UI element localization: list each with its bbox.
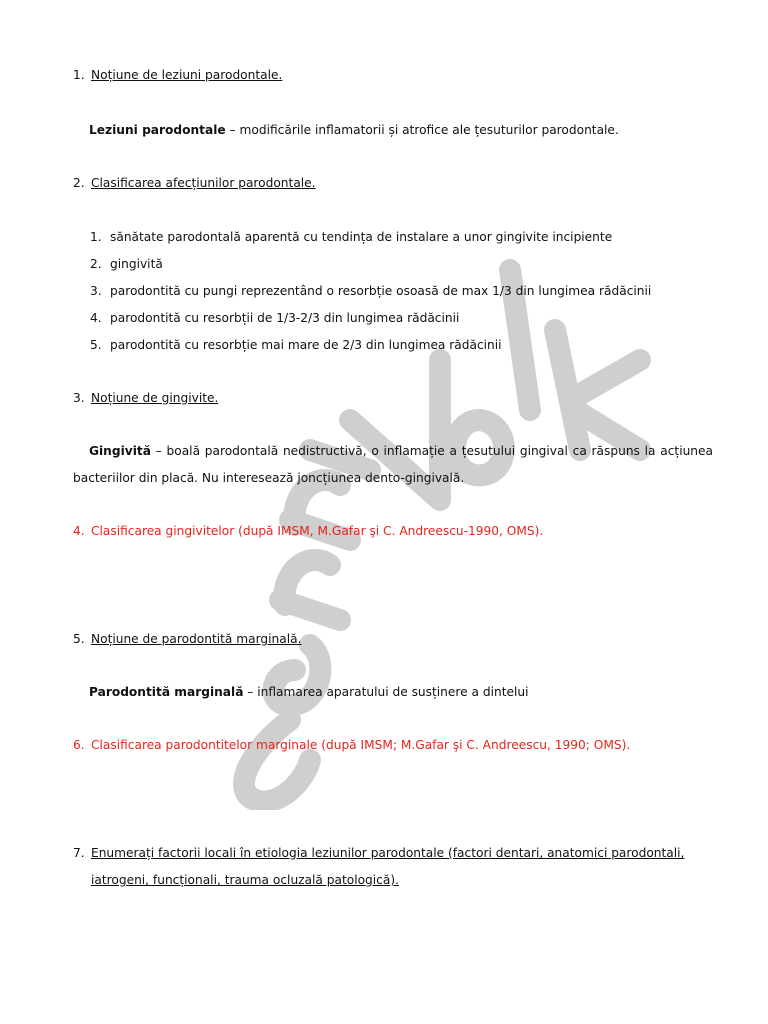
section-6-number: 6. bbox=[73, 738, 85, 752]
list-item bbox=[90, 338, 768, 352]
section-5-number: 5. bbox=[73, 632, 85, 646]
definition-term: Gingivită bbox=[89, 444, 151, 458]
section-3-heading bbox=[73, 391, 768, 405]
list-item bbox=[90, 230, 768, 244]
section-6-heading bbox=[73, 738, 768, 752]
section-2-title: Clasificarea afecțiunilor parodontale. bbox=[91, 176, 316, 190]
definition-term: Leziuni parodontale bbox=[89, 123, 226, 137]
section-3-number: 3. bbox=[73, 391, 85, 405]
section-4-number: 4. bbox=[73, 524, 85, 538]
definition-gingivita bbox=[73, 438, 713, 492]
section-7-number: 7. bbox=[73, 846, 85, 860]
list-item-number: 5. bbox=[90, 338, 102, 352]
watermark-letter-c bbox=[244, 720, 310, 801]
section-1-number: 1. bbox=[73, 68, 85, 82]
list-item bbox=[90, 311, 768, 325]
section-5-heading bbox=[73, 632, 768, 646]
definition-parodontita-marginala bbox=[89, 685, 768, 699]
definition-leziuni-parodontale bbox=[89, 123, 768, 137]
list-item bbox=[90, 284, 768, 298]
list-item bbox=[90, 257, 768, 271]
list-item-number: 1. bbox=[90, 230, 102, 244]
section-4-heading bbox=[73, 524, 768, 538]
section-3-title: Noțiune de gingivite. bbox=[91, 391, 219, 405]
list-item-text: parodontită cu pungi reprezentând o resorbție osoasă de max 1/3 din lungimea rădăcinii bbox=[110, 284, 652, 298]
section-1-heading bbox=[73, 68, 768, 82]
list-item-number: 2. bbox=[90, 257, 102, 271]
section-7-title-line-1: Enumerați factorii locali în etiologia leziunilor parodontale (factori dentari, anatomici parodontali, bbox=[91, 846, 685, 860]
definition-text: – inflamarea aparatului de susținere a dintelui bbox=[243, 685, 529, 699]
definition-term: Parodontită marginală bbox=[89, 685, 244, 699]
section-2-heading bbox=[73, 176, 768, 190]
list-item-number: 4. bbox=[90, 311, 102, 325]
section-6-title: Clasificarea parodontitelor marginale (după IMSM; M.Gafar şi C. Andreescu, 1990; OMS). bbox=[91, 738, 631, 752]
section-5-title: Noțiune de parodontită marginală. bbox=[91, 632, 302, 646]
definition-text: – modificările inflamatorii și atrofice ale țesuturilor parodontale. bbox=[225, 123, 619, 137]
list-item-text: gingivită bbox=[110, 257, 163, 271]
watermark-letter-r1 bbox=[280, 560, 340, 620]
section-1-title: Noțiune de leziuni parodontale. bbox=[91, 68, 283, 82]
list-item-number: 3. bbox=[90, 284, 102, 298]
list-item-text: parodontită cu resorbții de 1/3-2/3 din lungimea rădăcinii bbox=[110, 311, 460, 325]
section-7-title-line-2: iatrogeni, funcționali, trauma ocluzală patologică). bbox=[91, 873, 399, 887]
section-4-title: Clasificarea gingivitelor (după IMSM, M.Gafar şi C. Andreescu-1990, OMS). bbox=[91, 524, 544, 538]
section-2-number: 2. bbox=[73, 176, 85, 190]
definition-text: – boală parodontală nedistructivă, o inflamație a țesutului gingival ca răspuns la acțiunea bacteriilor din placă. Nu interesează joncțiunea dento-gingivală. bbox=[73, 444, 713, 485]
section-7-heading bbox=[73, 840, 713, 894]
list-item-text: parodontită cu resorbție mai mare de 2/3 din lungimea rădăcinii bbox=[110, 338, 502, 352]
list-item-text: sănătate parodontală aparentă cu tendința de instalare a unor gingivite incipiente bbox=[110, 230, 613, 244]
